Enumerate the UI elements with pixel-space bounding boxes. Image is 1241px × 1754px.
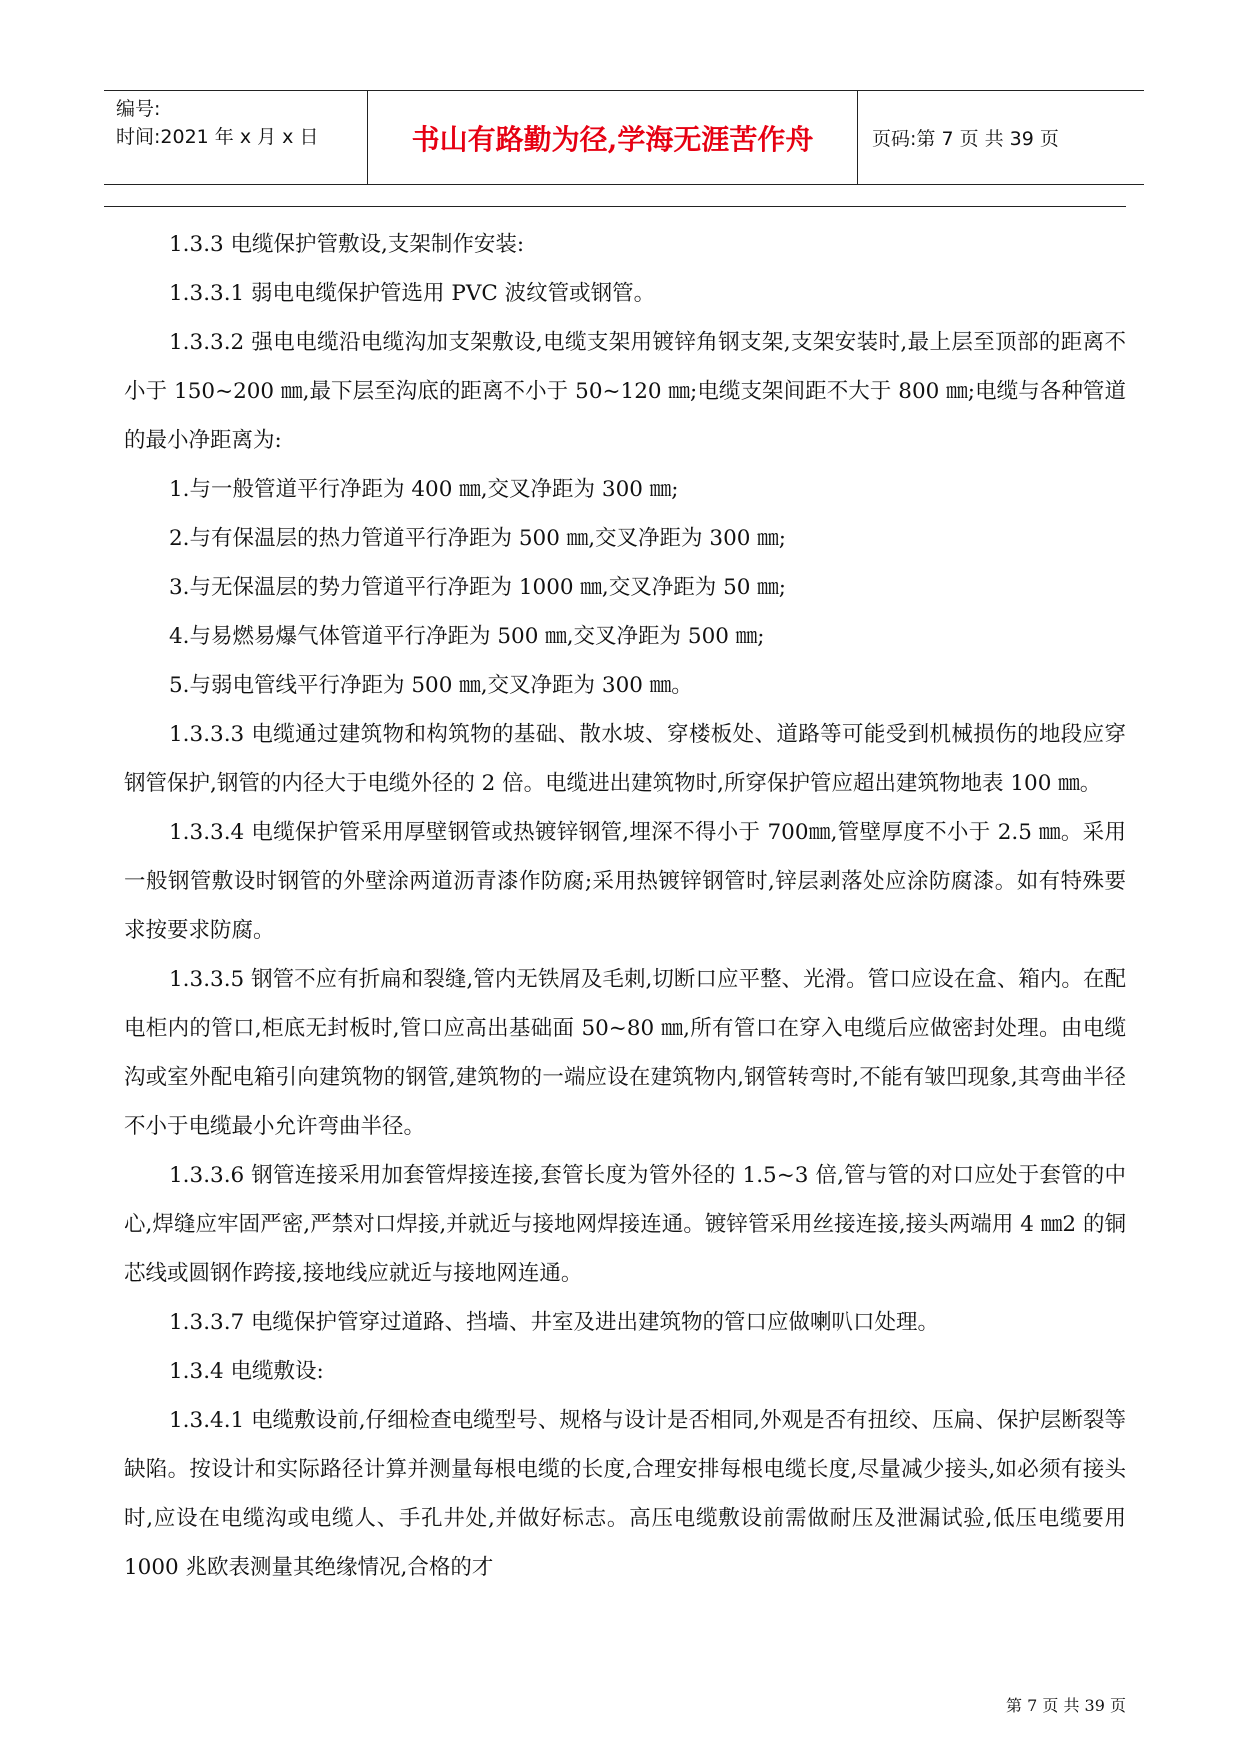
header-page-label: 页码:第 7 页 共 39 页 <box>872 128 1059 150</box>
page-footer: 第 7 页 共 39 页 <box>1006 1696 1126 1715</box>
paragraph: 1.3.3.4 电缆保护管采用厚壁钢管或热镀锌钢管,埋深不得小于 700㎜,管壁厚度不小于 2.5 ㎜。采用一般钢管敷设时钢管的外壁涂两道沥青漆作防腐;采用热镀锌钢管时,锌层剥落处应涂防腐漆。如有特殊要求按要求防腐。 <box>124 820 1126 943</box>
document-body <box>124 220 1126 1592</box>
paragraph: 1.3.4 电缆敷设: <box>169 1359 324 1384</box>
paragraph: 2.与有保温层的热力管道平行净距为 500 ㎜,交叉净距为 300 ㎜; <box>169 526 787 551</box>
paragraph: 1.3.3.3 电缆通过建筑物和构筑物的基础、散水坡、穿楼板处、道路等可能受到机械损伤的地段应穿钢管保护,钢管的内径大于电缆外径的 2 倍。电缆进出建筑物时,所穿保护管应超出建筑物地表 100 ㎜。 <box>124 722 1126 796</box>
paragraph: 5.与弱电管线平行净距为 500 ㎜,交叉净距为 300 ㎜。 <box>169 673 693 698</box>
header-time-label: 时间:2021 年 x 月 x 日 <box>116 126 319 148</box>
paragraph: 1.3.3.2 强电电缆沿电缆沟加支架敷设,电缆支架用镀锌角钢支架,支架安装时,最上层至顶部的距离不小于 150~200 ㎜,最下层至沟底的距离不小于 50~120 ㎜;电缆支架间距不大于 800 ㎜;电缆与各种管道的最小净距离为: <box>124 330 1126 453</box>
header-info-cell <box>104 91 368 184</box>
paragraph: 1.3.3 电缆保护管敷设,支架制作安装: <box>169 232 525 257</box>
paragraph: 4.与易燃易爆气体管道平行净距为 500 ㎜,交叉净距为 500 ㎜; <box>169 624 765 649</box>
page-header <box>104 90 1144 185</box>
header-divider <box>104 206 1126 207</box>
paragraph: 1.3.4.1 电缆敷设前,仔细检查电缆型号、规格与设计是否相同,外观是否有扭绞、压扁、保护层断裂等缺陷。按设计和实际路径计算并测量每根电缆的长度,合理安排每根电缆长度,尽量减少接头,如必须有接头时,应设在电缆沟或电缆人、手孔井处,并做好标志。高压电缆敷设前需做耐压及泄漏试验,低压电缆要用 1000 兆欧表测量其绝缘情况,合格的才 <box>124 1408 1126 1580</box>
paragraph: 1.3.3.5 钢管不应有折扁和裂缝,管内无铁屑及毛刺,切断口应平整、光滑。管口应设在盒、箱内。在配电柜内的管口,柜底无封板时,管口应高出基础面 50~80 ㎜,所有管口在穿入电缆后应做密封处理。由电缆沟或室外配电箱引向建筑物的钢管,建筑物的一端应设在建筑物内,钢管转弯时,不能有皱凹现象,其弯曲半径不小于电缆最小允许弯曲半径。 <box>124 967 1126 1139</box>
paragraph: 1.3.3.6 钢管连接采用加套管焊接连接,套管长度为管外径的 1.5~3 倍,管与管的对口应处于套管的中心,焊缝应牢固严密,严禁对口焊接,并就近与接地网焊接连通。镀锌管采用丝接连接,接头两端用 4 ㎜2 的铜芯线或圆钢作跨接,接地线应就近与接地网连通。 <box>124 1163 1126 1286</box>
header-number-label: 编号: <box>116 98 161 120</box>
header-motto: 书山有路勤为径,学海无涯苦作舟 <box>368 91 858 184</box>
paragraph: 3.与无保温层的势力管道平行净距为 1000 ㎜,交叉净距为 50 ㎜; <box>169 575 787 600</box>
paragraph: 1.3.3.7 电缆保护管穿过道路、挡墙、井室及进出建筑物的管口应做喇叭口处理。 <box>169 1310 940 1335</box>
paragraph: 1.与一般管道平行净距为 400 ㎜,交叉净距为 300 ㎜; <box>169 477 679 502</box>
paragraph: 1.3.3.1 弱电电缆保护管选用 PVC 波纹管或钢管。 <box>169 281 656 306</box>
